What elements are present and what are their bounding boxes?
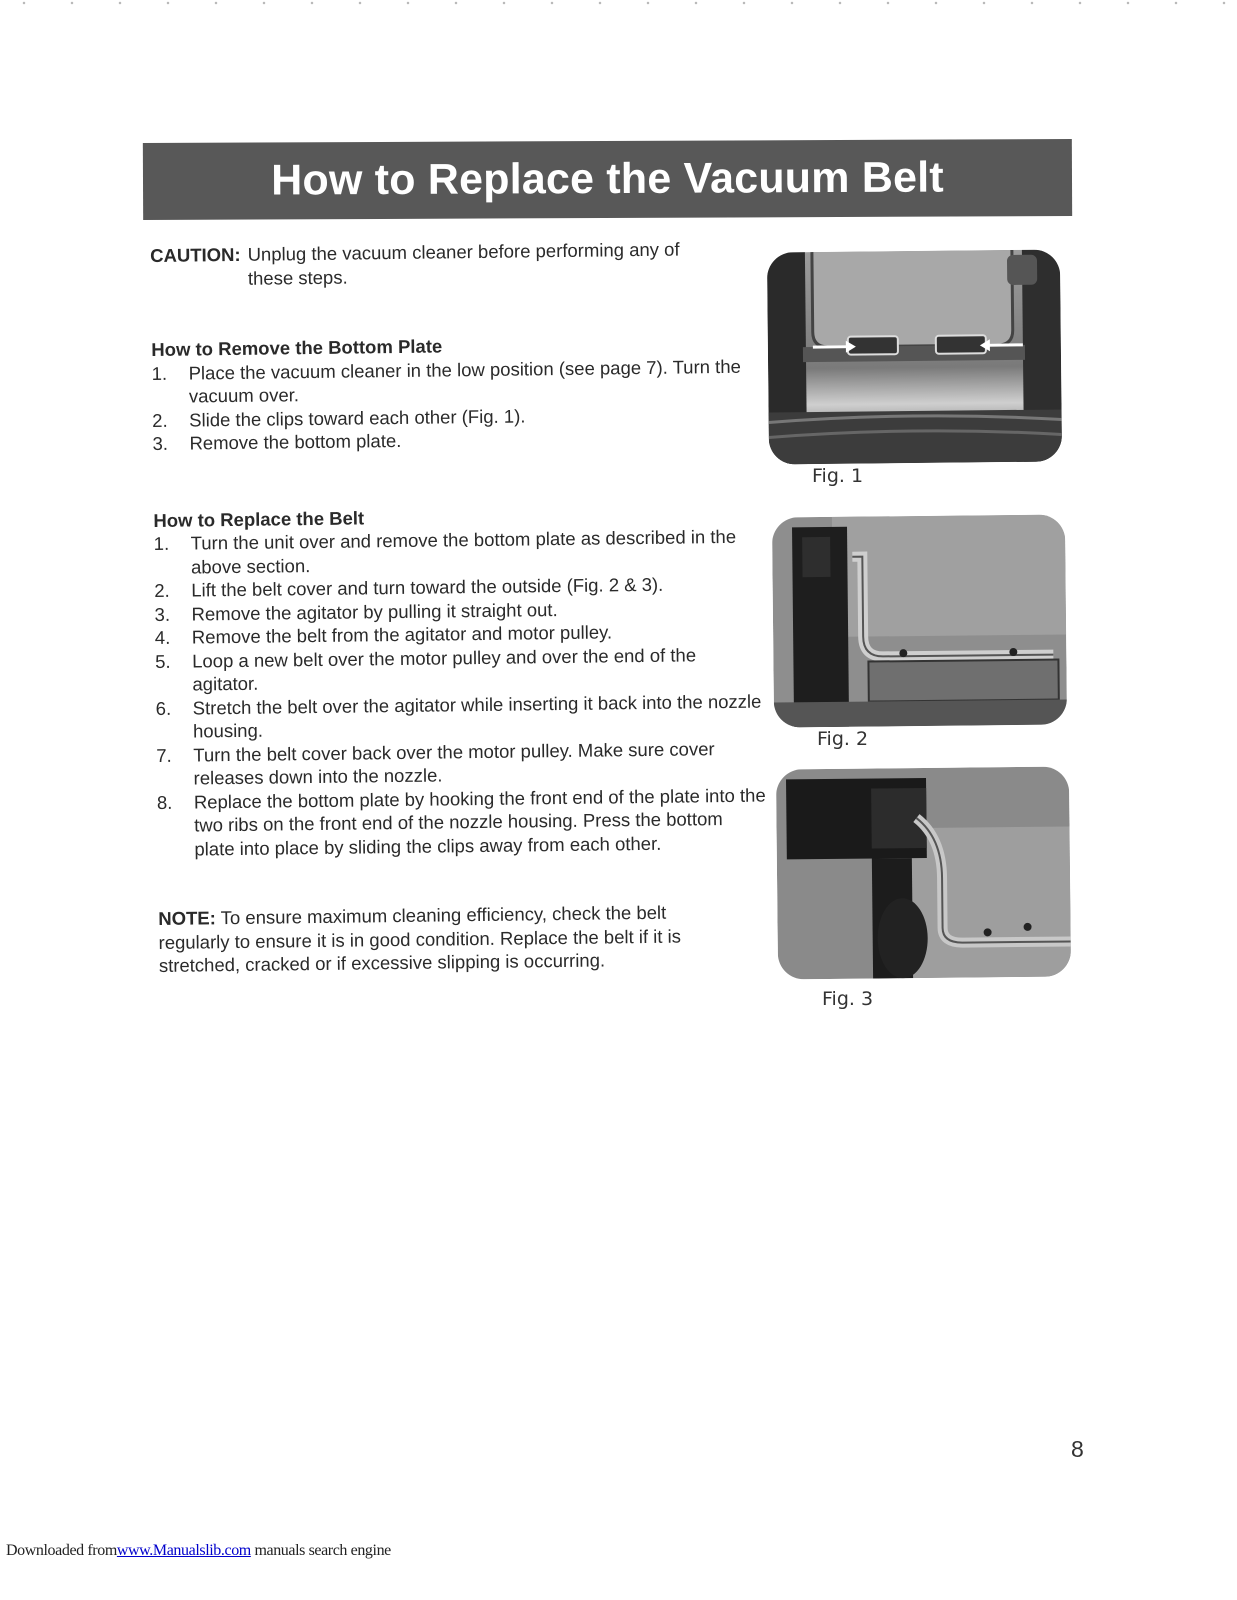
step-text: Remove the agitator by pulling it straight out.	[191, 598, 558, 625]
list-item	[151, 354, 762, 408]
step-number: 3.	[154, 603, 171, 625]
title-banner	[143, 139, 1072, 220]
figure-2-photo	[772, 514, 1067, 727]
step-number: 6.	[155, 697, 172, 719]
list-item	[156, 689, 767, 743]
list-item	[155, 642, 766, 696]
download-footer	[6, 1542, 391, 1560]
caution-block	[150, 237, 761, 291]
step-text: Turn the unit over and remove the bottom plate as described in the above section.	[190, 525, 737, 578]
scan-dot-border	[0, 0, 1237, 6]
figure-3-caption: Fig. 3	[822, 988, 874, 1010]
page-number: 8	[1071, 1436, 1084, 1462]
step-number: 5.	[155, 650, 171, 672]
replace-belt-heading: How to Replace the Belt	[153, 506, 365, 531]
step-text: Lift the belt cover and turn toward the outside (Fig. 2 & 3).	[191, 573, 664, 601]
step-text: Loop a new belt over the motor pulley and over the end of the agitator.	[192, 643, 697, 695]
figure-2-caption: Fig. 2	[817, 728, 869, 750]
step-text: Turn the belt cover back over the motor pulley. Make sure cover releases down into the nozzle.	[193, 737, 715, 789]
step-text: Place the vacuum cleaner in the low position (see page 7). Turn the vacuum over.	[188, 355, 741, 407]
figure-3-photo	[776, 766, 1071, 979]
list-item	[154, 525, 765, 579]
step-text: Slide the clips toward each other (Fig. 1).	[189, 404, 526, 431]
step-text: Stretch the belt over the agitator while inserting it back into the nozzle housing.	[192, 690, 762, 742]
remove-plate-steps	[151, 354, 762, 455]
footer-prefix: Downloaded from	[6, 1542, 117, 1559]
figure-1-caption: Fig. 1	[812, 465, 864, 487]
note-block	[158, 900, 719, 977]
manualslib-link[interactable]: www.Manualslib.com	[116, 1542, 251, 1559]
step-number: 7.	[156, 744, 172, 766]
caution-label: CAUTION:	[150, 243, 241, 266]
remove-plate-heading: How to Remove the Bottom Plate	[151, 335, 443, 360]
step-text: Remove the belt from the agitator and motor pulley.	[191, 621, 613, 648]
list-item	[157, 783, 768, 861]
step-number: 8.	[156, 791, 173, 813]
step-number: 2.	[152, 409, 168, 431]
list-item	[156, 736, 767, 790]
step-number: 3.	[152, 432, 169, 454]
page-title: How to Replace the Vacuum Belt	[271, 153, 944, 205]
note-label: NOTE:	[158, 907, 216, 929]
footer-suffix: manuals search engine	[254, 1542, 391, 1559]
replace-belt-steps	[154, 525, 768, 861]
step-number: 2.	[154, 579, 170, 601]
caution-text: Unplug the vacuum cleaner before performing any of these steps.	[247, 238, 680, 289]
step-number: 1.	[151, 362, 168, 384]
step-number: 1.	[153, 532, 170, 554]
figure-1-photo	[767, 249, 1062, 464]
step-text: Replace the bottom plate by hooking the front end of the plate into the two ribs on the front end of the nozzle housing. Press the bottom plate into place by sliding the clips away from each other.	[193, 784, 766, 860]
instructions-column	[150, 233, 769, 978]
step-number: 4.	[154, 626, 171, 648]
step-text: Remove the bottom plate.	[189, 429, 402, 454]
note-text: To ensure maximum cleaning efficiency, check the belt regularly to ensure it is in good condition. Replace the belt if it is stretched, cracked or if excessive slipping is occurring.	[158, 901, 682, 976]
